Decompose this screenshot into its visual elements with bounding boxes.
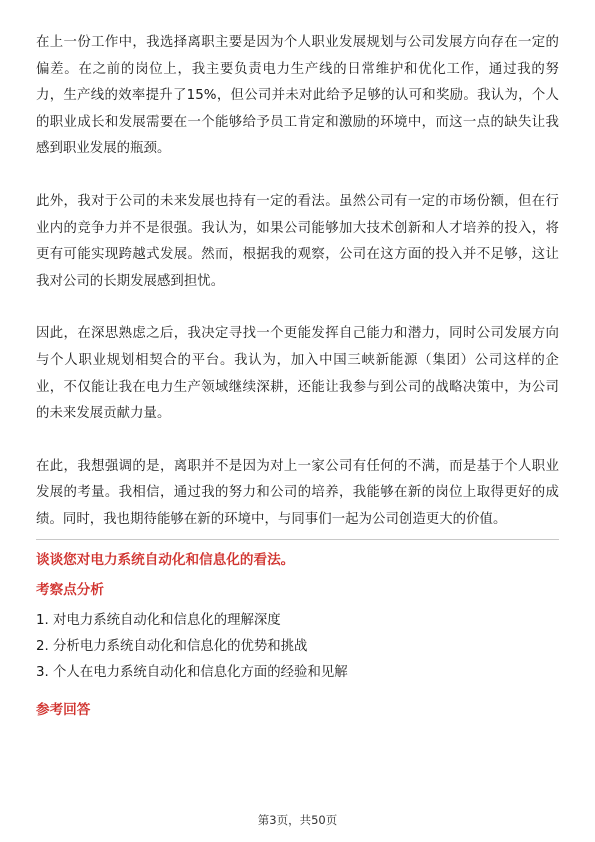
section-divider [36, 539, 559, 540]
analysis-point: 2. 分析电力系统自动化和信息化的优势和挑战 [36, 638, 308, 654]
answer-paragraph-1: 在上一份工作中，我选择离职主要是因为个人职业发展规划与公司发展方向存在一定的偏差。在之前的岗位上，我主要负责电力生产线的日常维护和优化工作，通过我的努力，生产线的效率提升了15%，但公司并未对此给予足够的认可和奖励。我认为，个人的职业成长和发展需要在一个能够给予员工肯定和激励的环境中，而这一点的缺失让我感到职业发展的瓶颈。 [36, 35, 559, 157]
interview-question: 谈谈您对电力系统自动化和信息化的看法。 [36, 551, 295, 568]
answer-paragraph-4: 在此，我想强调的是，离职并不是因为对上一家公司有任何的不满，而是基于个人职业发展的考量。我相信，通过我的努力和公司的培养，我能够在新的岗位上取得更好的成绩。同时，我也期待能够在新的环境中，与同事们一起为公司创造更大的价值。 [36, 458, 559, 527]
analysis-point: 3. 个人在电力系统自动化和信息化方面的经验和见解 [36, 664, 348, 680]
analysis-point: 1. 对电力系统自动化和信息化的理解深度 [36, 612, 281, 628]
page-number: 第3页，共50页 [257, 813, 338, 827]
analysis-point-list [36, 608, 559, 686]
answer-paragraph-2: 此外，我对于公司的未来发展也持有一定的看法。虽然公司有一定的市场份额，但在行业内的竞争力并不是很强。我认为，如果公司能够加大技术创新和人才培养的投入，将更有可能实现跨越式发展。然而，根据我的观察，公司在这方面的投入并不足够，这让我对公司的长期发展感到担忧。 [36, 193, 559, 289]
reference-answer-title: 参考回答 [36, 701, 91, 718]
analysis-title: 考察点分析 [36, 581, 104, 598]
answer-paragraph-3: 因此，在深思熟虑之后，我决定寻找一个更能发挥自己能力和潜力，同时公司发展方向与个人职业规划相契合的平台。我认为，加入中国三峡新能源（集团）公司这样的企业，不仅能让我在电力生产领域继续深耕，还能让我参与到公司的战略决策中，为公司的未来发展贡献力量。 [36, 326, 559, 422]
